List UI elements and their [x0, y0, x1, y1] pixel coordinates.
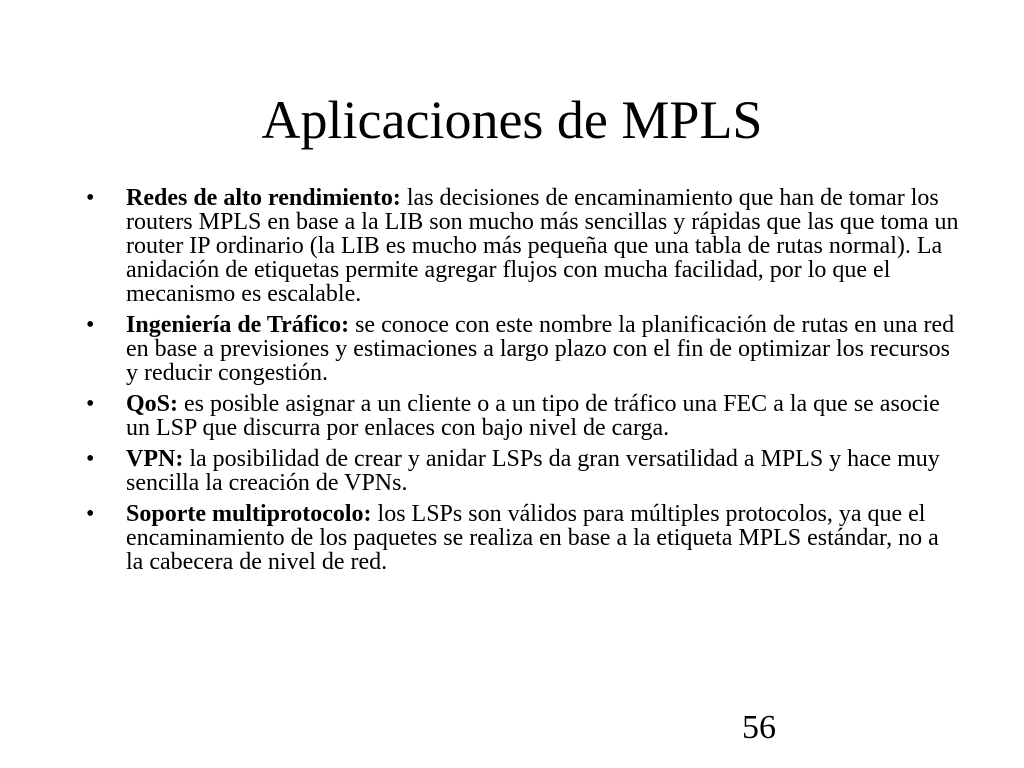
bullet-item-high-performance: [80, 186, 960, 306]
bullet-item-vpn: [80, 447, 960, 495]
bullet-list: [80, 186, 960, 581]
bullet-text: se conoce con este nombre la planificación de rutas en una red en base a previsiones y estimaciones a largo plazo con el fin de optimizar los recursos y reducir congestión.: [126, 312, 955, 386]
bullet-icon: •: [86, 312, 95, 338]
bullet-text: es posible asignar a un cliente o a un tipo de tráfico una FEC a la que se asocie un LSP que discurra por enlaces con bajo nivel de carga.: [126, 391, 940, 441]
bullet-icon: •: [86, 185, 95, 211]
bullet-heading: Redes de alto rendimiento:: [126, 185, 401, 211]
bullet-icon: •: [86, 446, 95, 472]
bullet-heading: Ingeniería de Tráfico:: [126, 312, 350, 338]
bullet-text: las decisiones de encaminamiento que han de tomar los routers MPLS en base a la LIB son mucho más sencillas y rápidas que las que toma un router IP ordinario (la LIB es mucho más pequeña que una tabla de rutas normal). La anidación de etiquetas permite agregar flujos con mucha facilidad, por lo que el mecanismo es escalable.: [126, 185, 959, 307]
bullet-text: los LSPs son válidos para múltiples protocolos, ya que el encaminamiento de los paquetes se realiza en base a la etiqueta MPLS estándar, no a la cabecera de nivel de red.: [126, 501, 939, 575]
bullet-icon: •: [86, 501, 95, 527]
bullet-icon: •: [86, 391, 95, 417]
bullet-heading: VPN:: [126, 446, 184, 472]
bullet-text: la posibilidad de crear y anidar LSPs da gran versatilidad a MPLS y hace muy sencilla la creación de VPNs.: [126, 446, 940, 496]
page-number: 56: [742, 709, 776, 746]
bullet-heading: Soporte multiprotocolo:: [126, 501, 372, 527]
bullet-heading: QoS:: [126, 391, 179, 417]
slide-title: Aplicaciones de MPLS: [261, 90, 763, 150]
bullet-item-traffic-engineering: [80, 313, 960, 385]
bullet-item-multiprotocol: [80, 502, 960, 574]
bullet-item-qos: [80, 392, 960, 440]
